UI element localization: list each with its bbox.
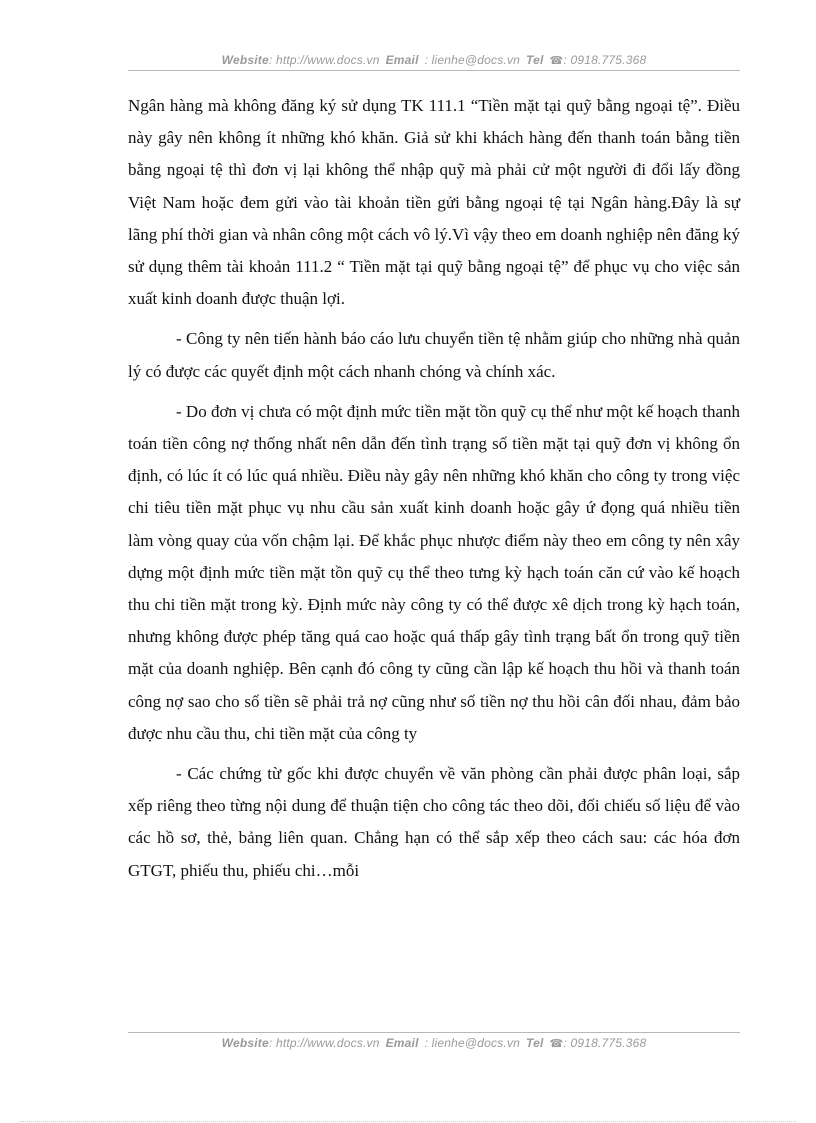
header-website-value: : http://www.docs.vn [268,53,380,67]
paragraph-1: Ngân hàng mà không đăng ký sử dụng TK 111.1 “Tiền mặt tại quỹ bằng ngoại tệ”. Điều này gây nên không ít những khó khăn. Giả sử khi khách hàng đến thanh toán bằng tiền bằng ngoại tệ thì đơn vị lại không thể nhập quỹ mà phải cử một người đi đổi lấy đồng Việt Nam hoặc đem gửi vào tài khoản tiền gửi bằng ngoại tệ tại Ngân hàng.Đây là sự lãng phí thời gian và nhân công một cách vô lý.Vì vậy theo em doanh nghiệp nên đăng ký sử dụng thêm tài khoản 111.2 “ Tiền mặt tại quỹ bằng ngoại tệ” để phục vụ cho việc sản xuất kinh doanh được thuận lợi. [128,96,740,309]
footer-website-value: : http://www.docs.vn [268,1036,380,1050]
header-tel-label: Tel [526,53,544,67]
footer-tel-value: : 0918.775.368 [563,1036,647,1050]
header-website-label: Website [221,53,269,67]
header-tel-value: : 0918.775.368 [563,53,647,67]
footer-email-value: : lienhe@docs.vn [424,1036,521,1050]
page-bottom-divider [20,1121,796,1122]
footer-website-label: Website [221,1036,269,1050]
paragraph-2: - Công ty nên tiến hành báo cáo lưu chuyển tiền tệ nhằm giúp cho những nhà quản lý có được các quyết định một cách nhanh chóng và chính xác. [128,329,740,381]
paragraph-4: - Các chứng từ gốc khi được chuyển về văn phòng cần phải được phân loại, sắp xếp riêng theo từng nội dung để thuận tiện cho công tác theo dõi, đối chiếu số liệu để vào các hồ sơ, thẻ, bảng liên quan. Chẳng hạn có thể sắp xếp theo cách sau: các hóa đơn GTGT, phiếu thu, phiếu chi…mỗi [128,764,740,880]
header-email-label: Email [385,53,419,67]
page-footer [128,1032,740,1050]
paragraph-3: - Do đơn vị chưa có một định mức tiền mặt tồn quỹ cụ thể như một kế hoạch thanh toán tiền công nợ thống nhất nên dẫn đến tình trạng số tiền mặt tại quỹ đơn vị không ổn định, có lúc ít có lúc quá nhiều. Điều này gây nên những khó khăn cho công ty trong việc chi tiêu tiền mặt phục vụ nhu cầu sản xuất kinh doanh hoặc gây ứ đọng quá nhiều tiền làm vòng quay của vốn chậm lại. Để khắc phục nhược điểm này theo em công ty nên xây dựng một định mức tiền mặt tồn quỹ cụ thể theo tưng kỳ hạch toán căn cứ vào kế hoạch thu chi tiền mặt trong kỳ. Định mức này công ty có thể được xê dịch trong kỳ hạch toán, nhưng không được phép tăng quá cao hoặc quá thấp gây tình trạng bất ổn trong quỹ tiền mặt của doanh nghiệp. Bên cạnh đó công ty cũng cần lập kế hoạch thu hồi và thanh toán công nợ sao cho số tiền sẽ phải trả nợ cũng như số tiền nợ thu hồi cân đối nhau, đảm bảo được nhu cầu thu, chi tiền mặt của công ty [128,401,740,743]
header-email-value: : lienhe@docs.vn [424,53,521,67]
footer-email-label: Email [385,1036,419,1050]
footer-tel-label: Tel [526,1036,544,1050]
phone-icon: ☎ [549,1038,564,1050]
phone-icon: ☎ [549,55,564,67]
document-body [128,90,740,895]
page-header [128,53,740,71]
